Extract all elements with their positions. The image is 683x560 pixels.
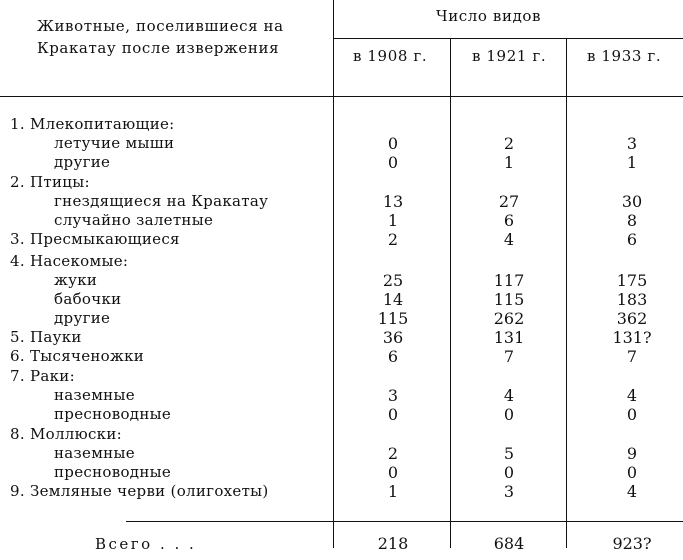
table-row-label: 1. Млекопитающие: bbox=[10, 115, 175, 133]
total-rule bbox=[126, 521, 683, 522]
table-row-label: наземные bbox=[54, 386, 135, 404]
table-cell: 4 bbox=[626, 482, 638, 501]
table-cell: 0 bbox=[387, 405, 399, 424]
row-label-header-line-2: Кракатау после извержения bbox=[37, 39, 280, 57]
table-cell: 5 bbox=[503, 444, 515, 463]
table-cell: 2 bbox=[387, 444, 399, 463]
table-cell: 0 bbox=[387, 134, 399, 153]
year-header-1933: в 1933 г. bbox=[587, 47, 662, 65]
table-row-label: летучие мыши bbox=[54, 134, 175, 152]
table-row-label: 8. Моллюски: bbox=[10, 425, 123, 443]
table-cell: 8 bbox=[626, 211, 638, 230]
table-cell: 2 bbox=[387, 230, 399, 249]
table-cell: 4 bbox=[626, 386, 638, 405]
table-cell: 7 bbox=[626, 347, 638, 366]
column-divider-2 bbox=[450, 38, 451, 548]
column-divider-3 bbox=[566, 38, 567, 548]
total-label: Всего . . . bbox=[95, 535, 197, 553]
table-row-label: другие bbox=[54, 309, 111, 327]
species-count-header: Число видов bbox=[436, 7, 542, 25]
table-cell: 36 bbox=[382, 328, 404, 347]
table-cell: 25 bbox=[382, 271, 404, 290]
table-cell: 1 bbox=[387, 211, 399, 230]
table-row-label: 2. Птицы: bbox=[10, 173, 90, 191]
table-row-label: 9. Земляные черви (олигохеты) bbox=[10, 482, 269, 500]
table-cell: 6 bbox=[503, 211, 515, 230]
table-cell: 13 bbox=[382, 192, 404, 211]
table-cell: 4 bbox=[503, 386, 515, 405]
table-cell: 7 bbox=[503, 347, 515, 366]
table-row-label: гнездящиеся на Кракатау bbox=[54, 192, 269, 210]
table-cell: 6 bbox=[626, 230, 638, 249]
table-cell: 1 bbox=[387, 482, 399, 501]
table-row-label: жуки bbox=[54, 271, 98, 289]
header-group-rule bbox=[333, 38, 683, 39]
total-1921: 684 bbox=[493, 534, 525, 553]
table-row-label: 3. Пресмыкающиеся bbox=[10, 230, 180, 248]
table-cell: 6 bbox=[387, 347, 399, 366]
table-row-label: 5. Пауки bbox=[10, 328, 82, 346]
table-cell: 0 bbox=[387, 153, 399, 172]
table-cell: 3 bbox=[503, 482, 515, 501]
table-row-label: 4. Насекомые: bbox=[10, 252, 129, 270]
table-cell: 4 bbox=[503, 230, 515, 249]
table-cell: 1 bbox=[503, 153, 515, 172]
table-cell: 0 bbox=[503, 405, 515, 424]
table-row-label: другие bbox=[54, 153, 111, 171]
year-header-1921: в 1921 г. bbox=[472, 47, 547, 65]
table-cell: 3 bbox=[626, 134, 638, 153]
table-row-label: бабочки bbox=[54, 290, 122, 308]
table-cell: 30 bbox=[621, 192, 643, 211]
table-cell: 0 bbox=[387, 463, 399, 482]
row-label-header-line-1: Животные, поселившиеся на bbox=[37, 17, 284, 35]
table-cell: 183 bbox=[616, 290, 648, 309]
table-cell: 115 bbox=[377, 309, 409, 328]
table-row-label: наземные bbox=[54, 444, 135, 462]
table-cell: 2 bbox=[503, 134, 515, 153]
total-1908: 218 bbox=[377, 534, 409, 553]
table-cell: 262 bbox=[493, 309, 525, 328]
table-cell: 362 bbox=[616, 309, 648, 328]
table-cell: 115 bbox=[493, 290, 525, 309]
table-cell: 175 bbox=[616, 271, 648, 290]
table-cell: 0 bbox=[626, 463, 638, 482]
table-cell: 131 bbox=[493, 328, 525, 347]
table-cell: 117 bbox=[493, 271, 525, 290]
column-divider-1 bbox=[333, 0, 334, 548]
table-row-label: 7. Раки: bbox=[10, 367, 75, 385]
header-bottom-rule bbox=[0, 96, 683, 97]
table-cell: 0 bbox=[503, 463, 515, 482]
table-cell: 131? bbox=[612, 328, 652, 347]
table-row-label: пресноводные bbox=[54, 405, 172, 423]
table-cell: 3 bbox=[387, 386, 399, 405]
table-row-label: пресноводные bbox=[54, 463, 172, 481]
table-cell: 1 bbox=[626, 153, 638, 172]
total-1933: 923? bbox=[612, 534, 652, 553]
table-row-label: 6. Тысяченожки bbox=[10, 347, 145, 365]
table-cell: 0 bbox=[626, 405, 638, 424]
table-row-label: случайно залетные bbox=[54, 211, 214, 229]
table-cell: 9 bbox=[626, 444, 638, 463]
year-header-1908: в 1908 г. bbox=[353, 47, 428, 65]
table-cell: 14 bbox=[382, 290, 404, 309]
table-cell: 27 bbox=[498, 192, 520, 211]
